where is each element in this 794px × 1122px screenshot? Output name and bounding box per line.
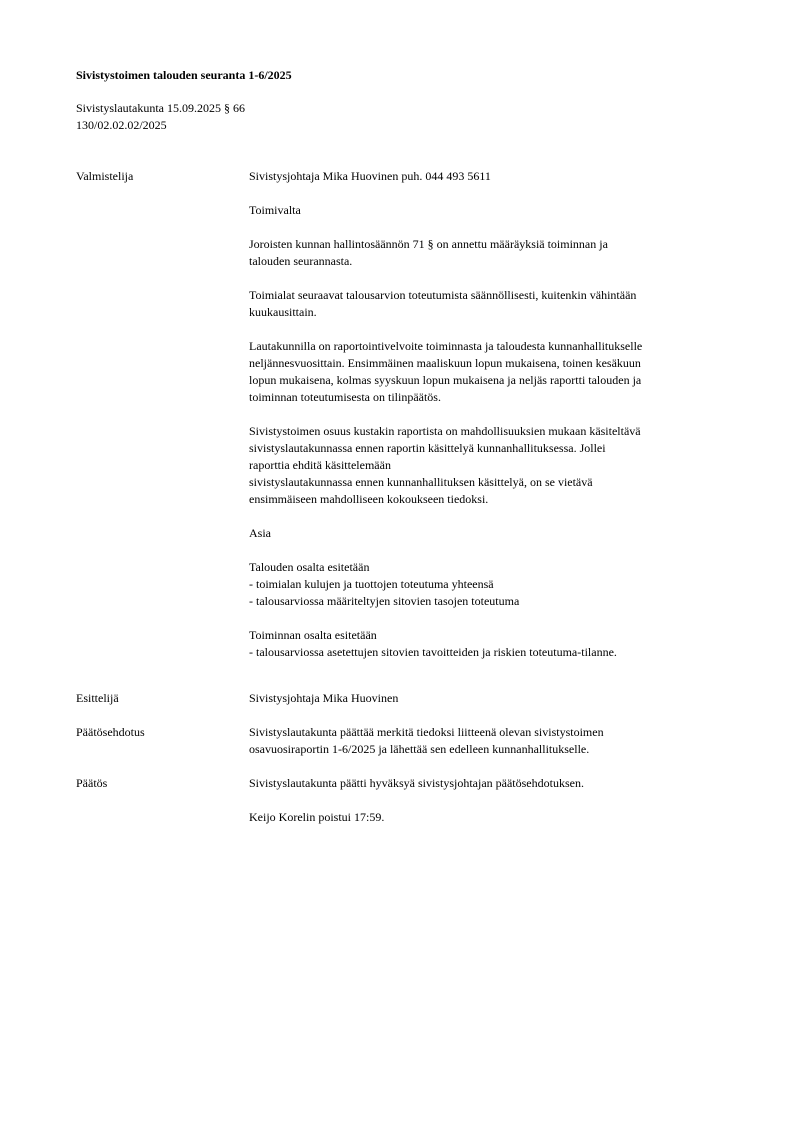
paatosehdotus-line-1: Sivistyslautakunta päättää merkitä tiedoksi liitteenä olevan sivistystoimen: [249, 725, 604, 739]
paatosehdotus-line-2: osavuosiraportin 1-6/2025 ja lähettää sen edelleen kunnanhallitukselle.: [249, 742, 590, 756]
paatos-line-2: Keijo Korelin poistui 17:59.: [249, 810, 385, 824]
esittelija-value: [249, 690, 729, 707]
label-paatosehdotus: Päätösehdotus: [76, 725, 145, 739]
paragraph-5-line-3: - talousarviossa määriteltyjen sitovien tasojen toteutuma: [249, 594, 520, 608]
label-paatos: Päätös: [76, 776, 108, 790]
paragraph-1-line-2: talouden seurannasta.: [249, 254, 353, 268]
paragraph-3-line-2: neljännesvuosittain. Ensimmäinen maaliskuun lopun mukaisena, toinen kesäkuun: [249, 356, 641, 370]
paragraph-4-line-4: sivistyslautakunnassa ennen kunnanhallituksen käsittelyä, on se vietävä: [249, 475, 593, 489]
paragraph-3-line-4: toiminnan toteutumisesta on tilinpäätös.: [249, 390, 441, 404]
paragraph-2-line-2: kuukausittain.: [249, 305, 317, 319]
heading-asia: Asia: [249, 526, 271, 540]
paatosehdotus-content: [249, 724, 729, 758]
valmistelija-content: [249, 168, 729, 661]
paragraph-5-line-1: Talouden osalta esitetään: [249, 560, 370, 574]
paatos-content: [249, 775, 729, 826]
paragraph-4-line-2: sivistyslautakunnassa ennen raportin käsittelyä kunnanhallituksessa. Jollei: [249, 441, 606, 455]
paragraph-4-line-5: ensimmäiseen mahdolliseen kokoukseen tiedoksi.: [249, 492, 489, 506]
paragraph-3-line-3: lopun mukaisena, kolmas syyskuun lopun mukaisena ja neljäs raportti talouden ja: [249, 373, 642, 387]
paragraph-5-line-2: - toimialan kulujen ja tuottojen toteutuma yhteensä: [249, 577, 494, 591]
paragraph-4-line-3: raporttia ehditä käsittelemään: [249, 458, 391, 472]
paragraph-4-line-1: Sivistystoimen osuus kustakin raportista on mahdollisuuksien mukaan käsiteltävä: [249, 424, 641, 438]
heading-toimivalta: Toimivalta: [249, 203, 301, 217]
meeting-line: Sivistyslautakunta 15.09.2025 § 66: [76, 101, 245, 115]
label-esittelija: Esittelijä: [76, 691, 119, 705]
paragraph-3-line-1: Lautakunnilla on raportointivelvoite toiminnasta ja taloudesta kunnanhallitukselle: [249, 339, 643, 353]
paragraph-6-line-2: - talousarviossa asetettujen sitovien tavoitteiden ja riskien toteutuma-tilanne.: [249, 645, 617, 659]
paatos-line-1: Sivistyslautakunta päätti hyväksyä sivistysjohtajan päätösehdotuksen.: [249, 776, 584, 790]
esittelija-line: Sivistysjohtaja Mika Huovinen: [249, 691, 399, 705]
paragraph-6-line-1: Toiminnan osalta esitetään: [249, 628, 377, 642]
author-line: Sivistysjohtaja Mika Huovinen puh. 044 493 5611: [249, 169, 491, 183]
label-valmistelija: Valmistelija: [76, 169, 134, 183]
record-number: 130/02.02.02/2025: [76, 118, 167, 132]
document-title: Sivistystoimen talouden seuranta 1-6/2025: [76, 68, 292, 82]
paragraph-2-line-1: Toimialat seuraavat talousarvion toteutumista säännöllisesti, kuitenkin vähintään: [249, 288, 637, 302]
paragraph-1-line-1: Joroisten kunnan hallintosäännön 71 § on annettu määräyksiä toiminnan ja: [249, 237, 608, 251]
